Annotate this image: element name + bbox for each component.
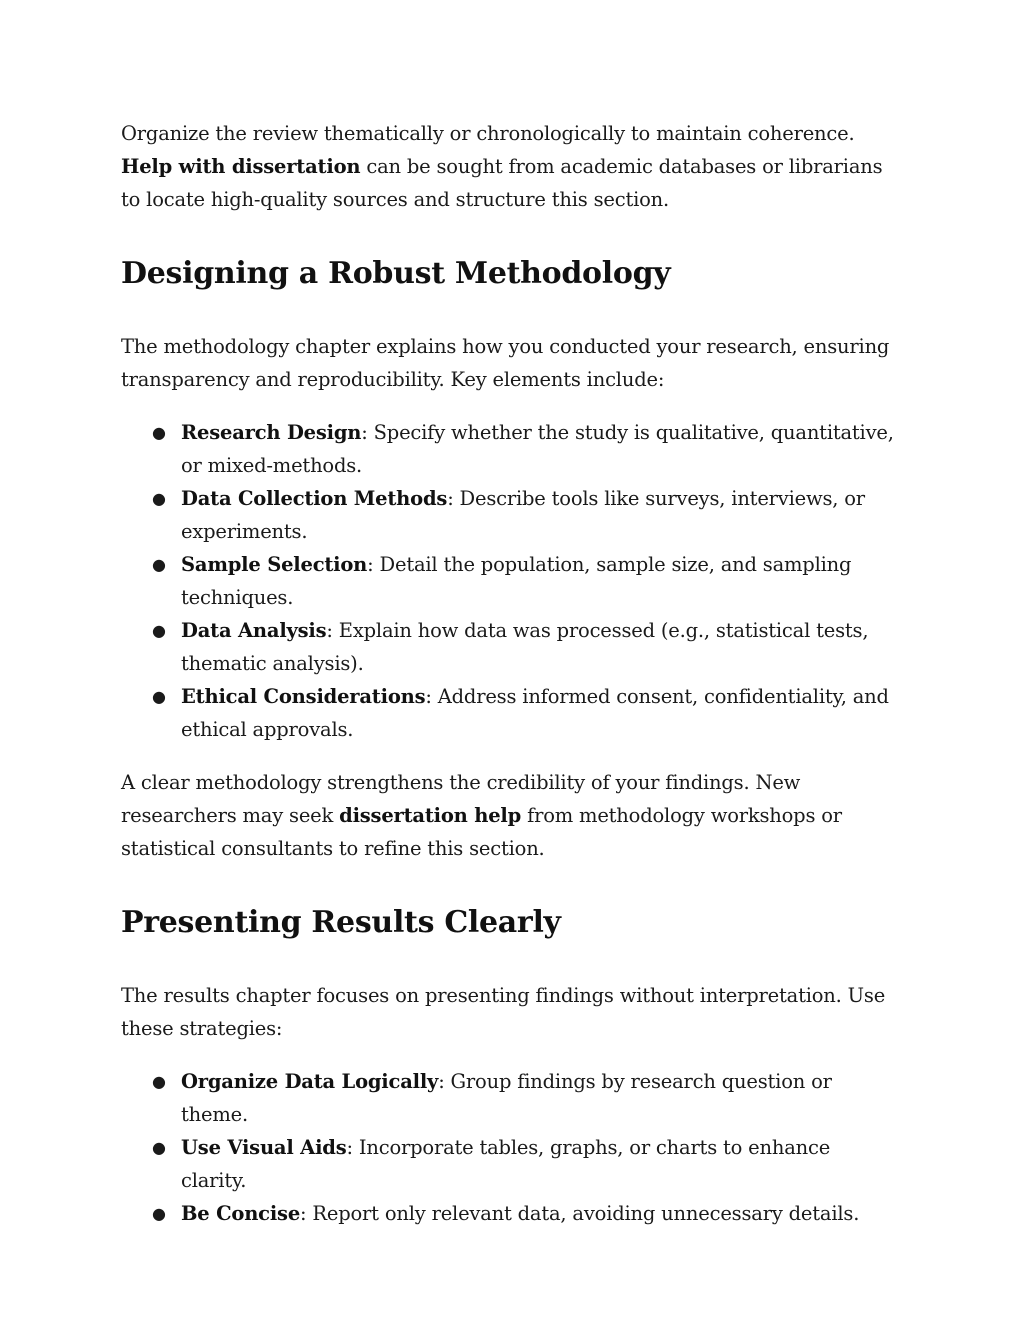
results-intro: The results chapter focuses on presenting findings without interpretation. Use these strategies: xyxy=(121,984,886,1040)
bullet-icon: ● xyxy=(152,423,166,442)
bold-dissertation-help: dissertation help xyxy=(339,804,522,827)
methodology-intro: The methodology chapter explains how you conducted your research, ensuring transparency and reproducibility. Key elements include: xyxy=(121,335,890,391)
methodology-closing-paragraph: A clear methodology strengthens the credibility of your findings. New researchers may seek dissertation help from methodology workshops or statistical consultants to refine this section. xyxy=(121,771,842,860)
list-item: ● Organize Data Logically: Group findings by research question or theme. xyxy=(121,1065,901,1131)
list-item: ● Research Design: Specify whether the study is qualitative, quantitative, or mixed-methods. xyxy=(121,416,901,482)
results-heading: Presenting Results Clearly xyxy=(121,905,561,940)
list-item: ● Use Visual Aids: Incorporate tables, graphs, or charts to enhance clarity. xyxy=(121,1131,901,1197)
bullet-icon: ● xyxy=(152,1138,166,1157)
bullet-icon: ● xyxy=(152,555,166,574)
bullet-icon: ● xyxy=(152,1072,166,1091)
list-item: ● Data Analysis: Explain how data was processed (e.g., statistical tests, thematic analysis). xyxy=(121,614,901,680)
bullet-icon: ● xyxy=(152,621,166,640)
list-item: ● Be Concise: Report only relevant data, avoiding unnecessary details. xyxy=(121,1197,901,1230)
list-item: ● Data Collection Methods: Describe tools like surveys, interviews, or experiments. xyxy=(121,482,901,548)
bullet-icon: ● xyxy=(152,489,166,508)
results-list xyxy=(121,1065,901,1230)
document-page xyxy=(121,117,901,1230)
list-item: ● Ethical Considerations: Address informed consent, confidentiality, and ethical approvals. xyxy=(121,680,901,746)
bold-help-with-dissertation: Help with dissertation xyxy=(121,155,361,178)
methodology-heading: Designing a Robust Methodology xyxy=(121,256,671,291)
methodology-list xyxy=(121,416,901,746)
bullet-icon: ● xyxy=(152,687,166,706)
list-item: ● Sample Selection: Detail the population, sample size, and sampling techniques. xyxy=(121,548,901,614)
bullet-icon: ● xyxy=(152,1204,166,1223)
intro-paragraph: Organize the review thematically or chronologically to maintain coherence. Help with dissertation can be sought from academic databases or librarians to locate high-quality sources and structure this section. xyxy=(121,122,883,211)
